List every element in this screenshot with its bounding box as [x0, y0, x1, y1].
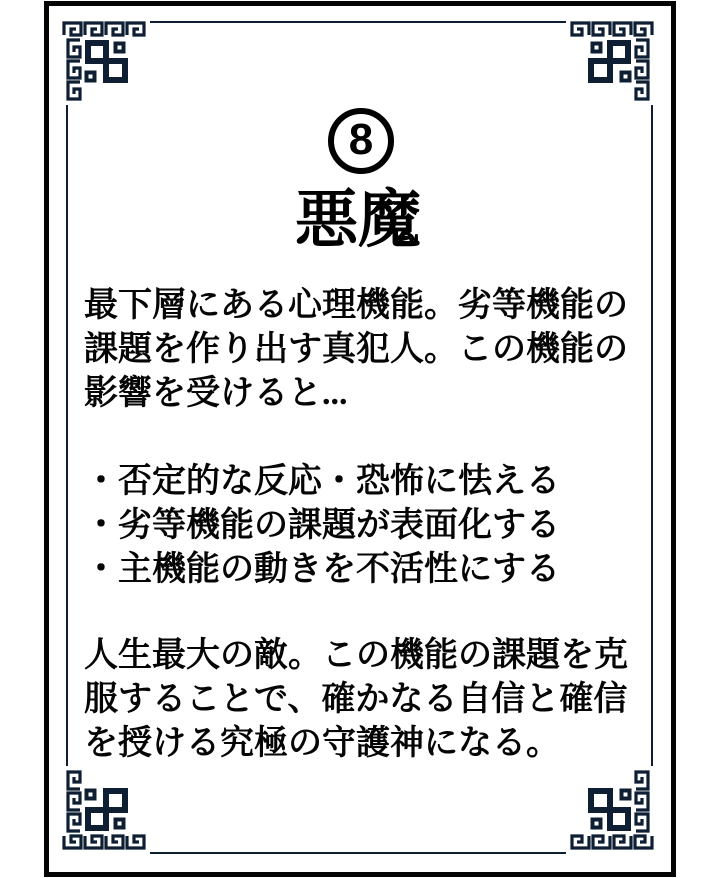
card-number: 8 — [348, 115, 374, 164]
greek-key-corner-ornament-bottom-left-icon — [60, 766, 150, 856]
closing-paragraph — [84, 634, 644, 766]
bullet-item: ・主機能の動きを不活性にする — [84, 551, 560, 588]
paragraph-line: 人生最大の敵。この機能の課題を克 — [84, 637, 628, 674]
bullet-item: ・否定的な反応・恐怖に怯える — [84, 463, 560, 500]
intro-paragraph — [84, 284, 644, 416]
paragraph-line: を授ける究極の守護神になる。 — [84, 725, 560, 762]
paragraph-line: 課題を作り出す真犯人。この機能の — [84, 331, 628, 368]
bullet-list — [84, 460, 644, 592]
card-title: 悪魔 — [295, 185, 421, 255]
circled-number-badge — [328, 108, 394, 174]
greek-key-corner-ornament-top-left-icon — [60, 15, 150, 105]
paragraph-line: 服することで、確かなる自信と確信 — [84, 681, 628, 718]
bullet-item: ・劣等機能の課題が表面化する — [84, 507, 560, 544]
paragraph-line: 最下層にある心理機能。劣等機能の — [84, 287, 628, 324]
greek-key-corner-ornament-bottom-right-icon — [566, 766, 656, 856]
paragraph-line: 影響を受けると... — [84, 375, 348, 412]
greek-key-corner-ornament-top-right-icon — [566, 15, 656, 105]
